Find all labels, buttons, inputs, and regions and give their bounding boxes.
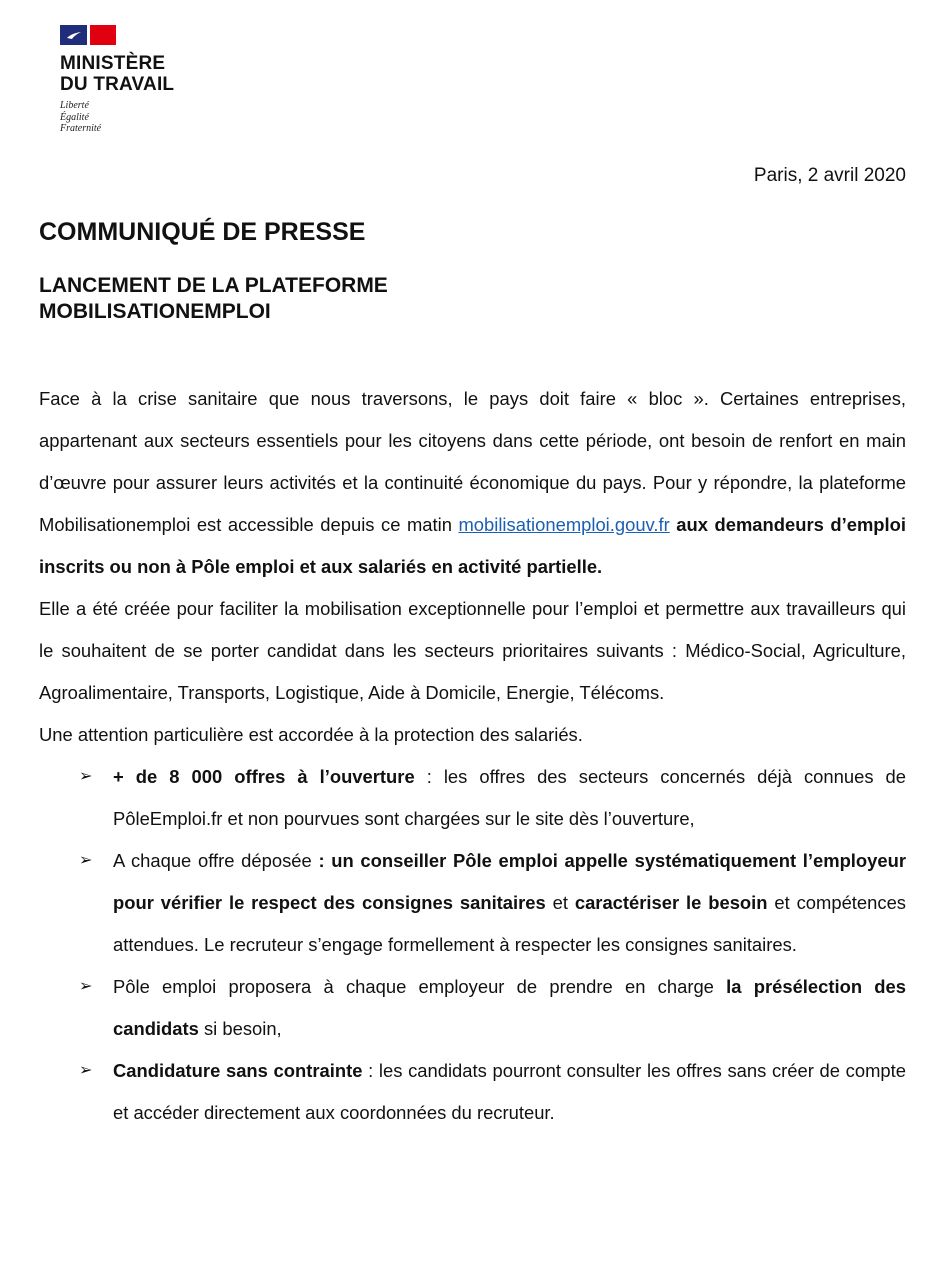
platform-link[interactable]: mobilisationemploi.gouv.fr xyxy=(458,514,670,535)
document-body xyxy=(39,378,906,1134)
marianne-flag-icon xyxy=(60,25,116,45)
list-item: ➢ + de 8 000 offres à l’ouverture : les offres des secteurs concernés déjà connues de PôleEmploi.fr et non pourvues sont chargées sur le site dès l’ouverture, xyxy=(113,756,906,840)
list-item: ➢ Candidature sans contrainte : les candidats pourront consulter les offres sans créer de compte et accéder directement aux coordonnées du recruteur. xyxy=(113,1050,906,1134)
arrow-bullet-icon: ➢ xyxy=(79,852,93,869)
ministry-logo xyxy=(60,25,260,135)
republic-motto: Liberté Égalité Fraternité xyxy=(60,100,102,134)
list-item: ➢ Pôle emploi proposera à chaque employeur de prendre en charge la présélection des candidats si besoin, xyxy=(113,966,906,1050)
document-title: COMMUNIQUÉ DE PRESSE xyxy=(39,218,366,246)
arrow-bullet-icon: ➢ xyxy=(79,978,93,995)
arrow-bullet-icon: ➢ xyxy=(79,1062,93,1079)
document-subtitle: LANCEMENT DE LA PLATEFORME MOBILISATIONEMPLOI xyxy=(39,274,388,323)
paragraph-sectors: Elle a été créée pour faciliter la mobilisation exceptionnelle pour l’emploi et permettre aux travailleurs qui le souhaitent de se porter candidat dans les secteurs prioritaires suivants : Médico-Social, Agriculture, Agroalimentaire, Transports, Logistique, Aide à Domicile, Energie, Télécoms. xyxy=(39,598,906,703)
paragraph-protection: Une attention particulière est accordée à la protection des salariés. xyxy=(39,724,583,745)
arrow-bullet-icon: ➢ xyxy=(79,768,93,785)
list-item: ➢ A chaque offre déposée : un conseiller Pôle emploi appelle systématiquement l’employeur pour vérifier le respect des consignes sanitaires et caractériser le besoin et compétences attendues. Le recruteur s’engage formellement à respecter les consignes sanitaires. xyxy=(113,840,906,966)
press-date: Paris, 2 avril 2020 xyxy=(753,165,906,186)
measures-list xyxy=(39,756,906,1134)
paragraph-intro: Face à la crise sanitaire que nous traversons, le pays doit faire « bloc ». Certaines entreprises, appartenant aux secteurs essentiels pour les citoyens dans cette période, ont besoin de renfort en main d’œuvre pour assurer leurs activités et la continuité économique du pays. Pour y répondre, la plateforme Mobilisationemploi est accessible depuis ce matin mobilisationemploi.gouv.fr aux demandeurs d’emploi inscrits ou non à Pôle emploi et aux salariés en activité partielle. xyxy=(39,388,906,577)
ministry-name: MINISTÈRE DU TRAVAIL xyxy=(60,53,175,95)
